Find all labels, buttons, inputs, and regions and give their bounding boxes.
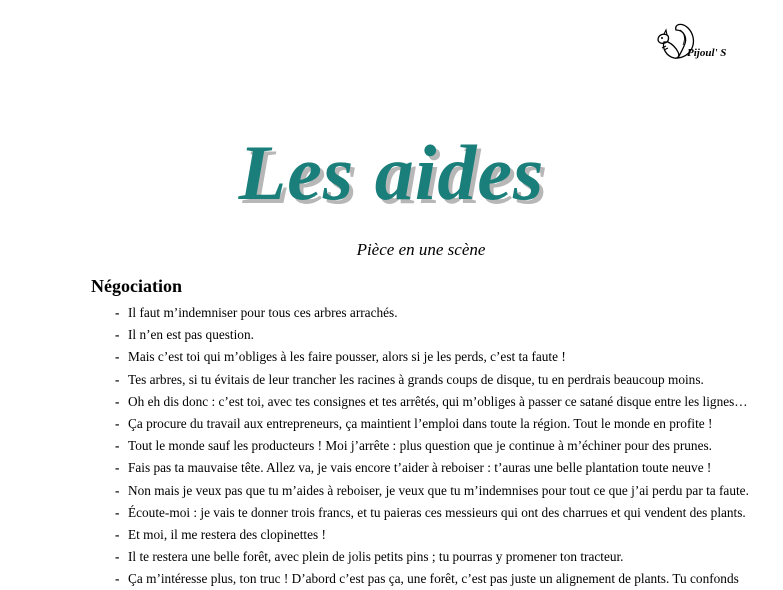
dialogue-text: Écoute-moi : je vais te donner trois francs, et tu paieras ces messieurs qui ont des charrues et qui vendent des plants. — [128, 504, 746, 520]
dialogue-line — [115, 435, 749, 457]
dialogue-line — [115, 480, 749, 502]
dialogue-dash: - — [115, 371, 120, 387]
dialogue-line — [115, 369, 749, 391]
dialogue-dash: - — [115, 327, 120, 343]
dialogue-line — [115, 457, 749, 479]
logo-text: Pijoul' S — [687, 47, 727, 59]
dialogue-dash: - — [115, 305, 120, 320]
dialogue-dash: - — [115, 349, 120, 365]
dialogue-text: Il n’en est pas question. — [128, 327, 254, 343]
dialogue-line — [115, 546, 749, 568]
dialogue-text: Ça procure du travail aux entrepreneurs, ça maintient l’emploi dans toute la région. Tout le monde en profite ! — [128, 415, 713, 431]
dialogue-dash: - — [115, 393, 120, 409]
dialogue-line — [115, 502, 749, 524]
logo — [654, 18, 744, 68]
dialogue-text: Tes arbres, si tu évitais de leur trancher les racines à grands coups de disque, tu en perdrais beaucoup moins. — [128, 371, 704, 387]
dialogue-dash: - — [115, 460, 120, 476]
dialogue-text: Fais pas ta mauvaise tête. Allez va, je vais encore t’aider à reboiser : t’auras une belle plantation toute neuve ! — [128, 460, 712, 476]
dialogue-line — [115, 524, 749, 546]
dialogue-dash: - — [115, 571, 120, 587]
dialogue-line — [115, 302, 749, 324]
dialogue-text: Oh eh dis donc : c’est toi, avec tes consignes et tes arrêtés, qui m’obliges à passer ce satané disque entre les lignes… — [128, 393, 748, 409]
dialogue-line — [115, 568, 749, 590]
dialogue-text: Il te restera une belle forêt, avec plein de jolis petits pins ; tu pourras y promener ton tracteur. — [128, 549, 624, 565]
dialogue-text: Non mais je veux pas que tu m’aides à reboiser, je veux que tu m’indemnises pour tout ce que j’ai perdu par ta faute. — [128, 482, 749, 498]
section-heading: Négociation — [91, 276, 182, 296]
dialogue-dash: - — [115, 415, 120, 431]
dialogue-dash: - — [115, 526, 120, 542]
dialogue-line — [115, 324, 749, 346]
page-title: Les aides — [238, 129, 545, 216]
dialogue-text: Mais c’est toi qui m’obliges à les faire pousser, alors si je les perds, c’est ta faute ! — [128, 349, 566, 365]
dialogue-line — [115, 346, 749, 368]
page-subtitle: Pièce en une scène — [356, 240, 486, 259]
dialogue-text: Il faut m’indemniser pour tous ces arbres arrachés. — [128, 305, 398, 320]
dialogue-dash: - — [115, 482, 120, 498]
dialogue-text: Tout le monde sauf les producteurs ! Moi j’arrête : plus question que je continue à m’échiner pour des prunes. — [128, 438, 712, 454]
dialogue-list — [115, 302, 749, 590]
dialogue-dash: - — [115, 549, 120, 565]
dialogue-line — [115, 391, 749, 413]
dialogue-line — [115, 413, 749, 435]
dialogue-dash: - — [115, 504, 120, 520]
dialogue-text: Et moi, il me restera des clopinettes ! — [128, 526, 326, 542]
dialogue-dash: - — [115, 438, 120, 454]
dialogue-text: Ça m’intéresse plus, ton truc ! D’abord c’est pas ça, une forêt, c’est pas juste un alignement de plants. Tu confonds — [128, 571, 739, 587]
